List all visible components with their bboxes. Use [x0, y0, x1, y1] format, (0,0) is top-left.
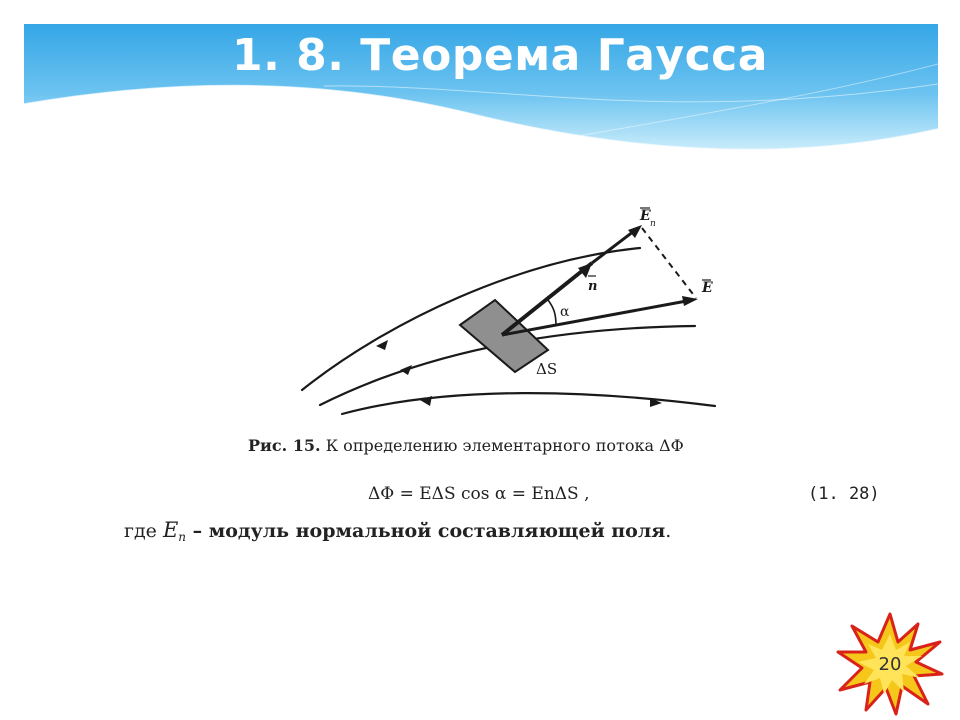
- projection-dashed-line: [642, 228, 696, 298]
- page-number-badge: [836, 612, 944, 716]
- label-n: n: [588, 279, 598, 294]
- page-number: 20: [878, 654, 902, 675]
- label-alpha: α: [560, 304, 570, 320]
- flux-formula: ΔΦ = EΔS cos α = EnΔS ,: [368, 484, 590, 504]
- label-en-subscript: n: [650, 219, 656, 229]
- caption-symbol: ΔΦ: [659, 436, 684, 455]
- formula-explanation: [124, 518, 824, 544]
- explanation-symbol-subscript: n: [178, 530, 187, 544]
- explanation-symbol: E: [162, 518, 179, 542]
- explanation-end: .: [665, 520, 672, 542]
- figure-caption: [248, 436, 788, 455]
- field-vector-e: [502, 300, 692, 335]
- explanation-lead: где: [124, 520, 163, 542]
- slide-title: 1. 8. Теорема Гаусса: [232, 30, 768, 81]
- caption-text: К определению элементарного потока: [320, 436, 660, 455]
- label-e: E: [702, 280, 713, 296]
- angle-alpha-arc: [548, 300, 556, 326]
- formula-row: [368, 484, 888, 512]
- caption-prefix: Рис. 15.: [248, 436, 321, 455]
- formula-number: (1. 28): [808, 484, 880, 504]
- flux-diagram: [290, 200, 730, 425]
- explanation-text: – модуль нормальной составляющей поля: [186, 520, 666, 542]
- normal-vector-n: [502, 263, 592, 335]
- label-delta-s: ΔS: [536, 360, 558, 378]
- label-en: E: [640, 208, 651, 224]
